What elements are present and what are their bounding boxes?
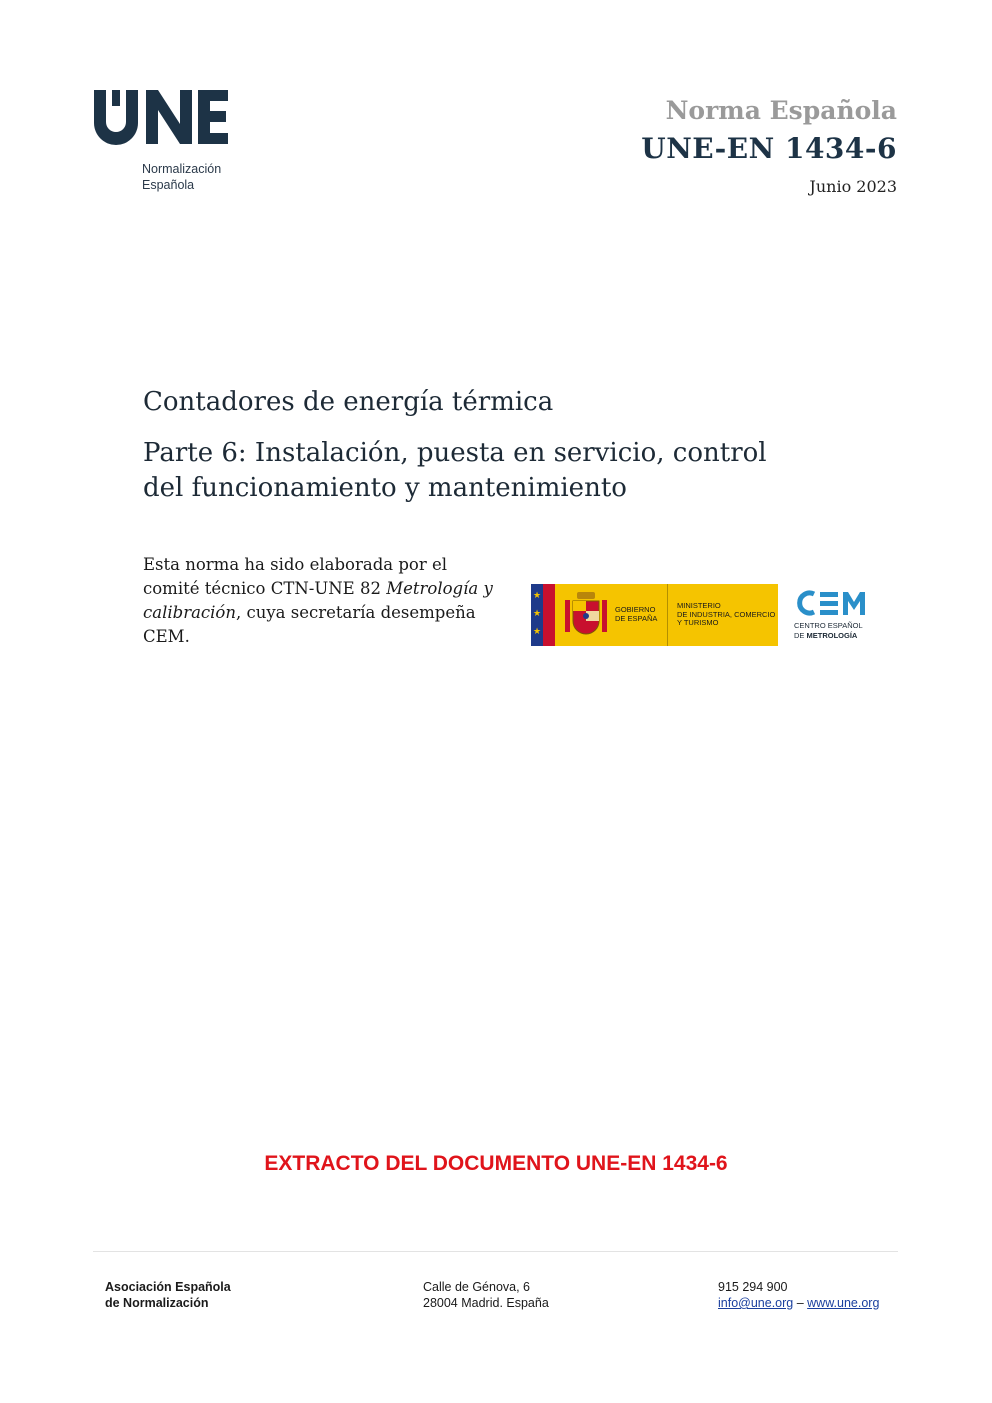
committee-text-after: , cuya secretaría desempeña CEM. bbox=[143, 603, 476, 646]
star-icon: ★ bbox=[533, 627, 542, 637]
une-logo bbox=[92, 88, 242, 198]
eu-flag-stripe bbox=[531, 584, 543, 646]
org-line1: Asociación Española bbox=[105, 1280, 231, 1294]
committee-paragraph bbox=[143, 553, 503, 649]
cem-mark-icon bbox=[794, 588, 870, 618]
cem-line2-bold: METROLOGÍA bbox=[806, 631, 858, 640]
cem-line1: CENTRO ESPAÑOL bbox=[794, 621, 863, 630]
footer-contact bbox=[718, 1279, 879, 1311]
extract-notice: EXTRACTO DEL DOCUMENTO UNE-EN 1434-6 bbox=[264, 1152, 728, 1175]
cem-logo bbox=[788, 584, 888, 646]
star-icon: ★ bbox=[533, 591, 542, 601]
ministerio-text: MINISTERIO DE INDUSTRIA, COMERCIO Y TURISMO bbox=[677, 601, 776, 627]
link-separator: – bbox=[793, 1296, 808, 1310]
footer-organization bbox=[105, 1279, 231, 1311]
email-link[interactable]: info@une.org bbox=[718, 1296, 794, 1310]
contact-links bbox=[718, 1295, 879, 1311]
une-subtitle-line1: Normalización bbox=[142, 162, 222, 176]
une-subtitle-line2: Española bbox=[142, 178, 195, 192]
norma-date: Junio 2023 bbox=[809, 177, 897, 196]
gobierno-text: GOBIERNO DE ESPAÑA bbox=[615, 605, 658, 623]
subtitle-line2: del funcionamiento y mantenimiento bbox=[143, 473, 627, 503]
une-wordmark-icon bbox=[92, 88, 228, 146]
norma-label: Norma Española bbox=[665, 96, 897, 125]
website-link[interactable]: www.une.org bbox=[807, 1296, 880, 1310]
committee-text-before: Esta norma ha sido elaborada por el comité técnico CTN-UNE 82 bbox=[143, 555, 448, 598]
star-icon: ★ bbox=[533, 609, 542, 619]
norma-code: UNE-EN 1434-6 bbox=[641, 132, 897, 165]
committee-name: Metrología y calibración bbox=[143, 579, 493, 622]
document-subtitle bbox=[143, 436, 783, 506]
footer-divider bbox=[93, 1251, 898, 1252]
org-line2: de Normalización bbox=[105, 1296, 209, 1310]
cem-line2-prefix: DE bbox=[794, 631, 807, 640]
subtitle-line1: Parte 6: Instalación, puesta en servicio, control bbox=[143, 438, 767, 468]
gobierno-logo bbox=[531, 584, 778, 646]
coat-of-arms-icon bbox=[563, 590, 609, 640]
gov-divider bbox=[667, 584, 668, 646]
phone-number: 915 294 900 bbox=[718, 1280, 788, 1294]
red-stripe bbox=[543, 584, 555, 646]
cem-line2 bbox=[794, 631, 857, 640]
document-title: Contadores de energía térmica bbox=[143, 387, 554, 417]
address-line1: Calle de Génova, 6 bbox=[423, 1280, 531, 1294]
address-line2: 28004 Madrid. España bbox=[423, 1296, 549, 1310]
footer-address bbox=[423, 1279, 549, 1311]
